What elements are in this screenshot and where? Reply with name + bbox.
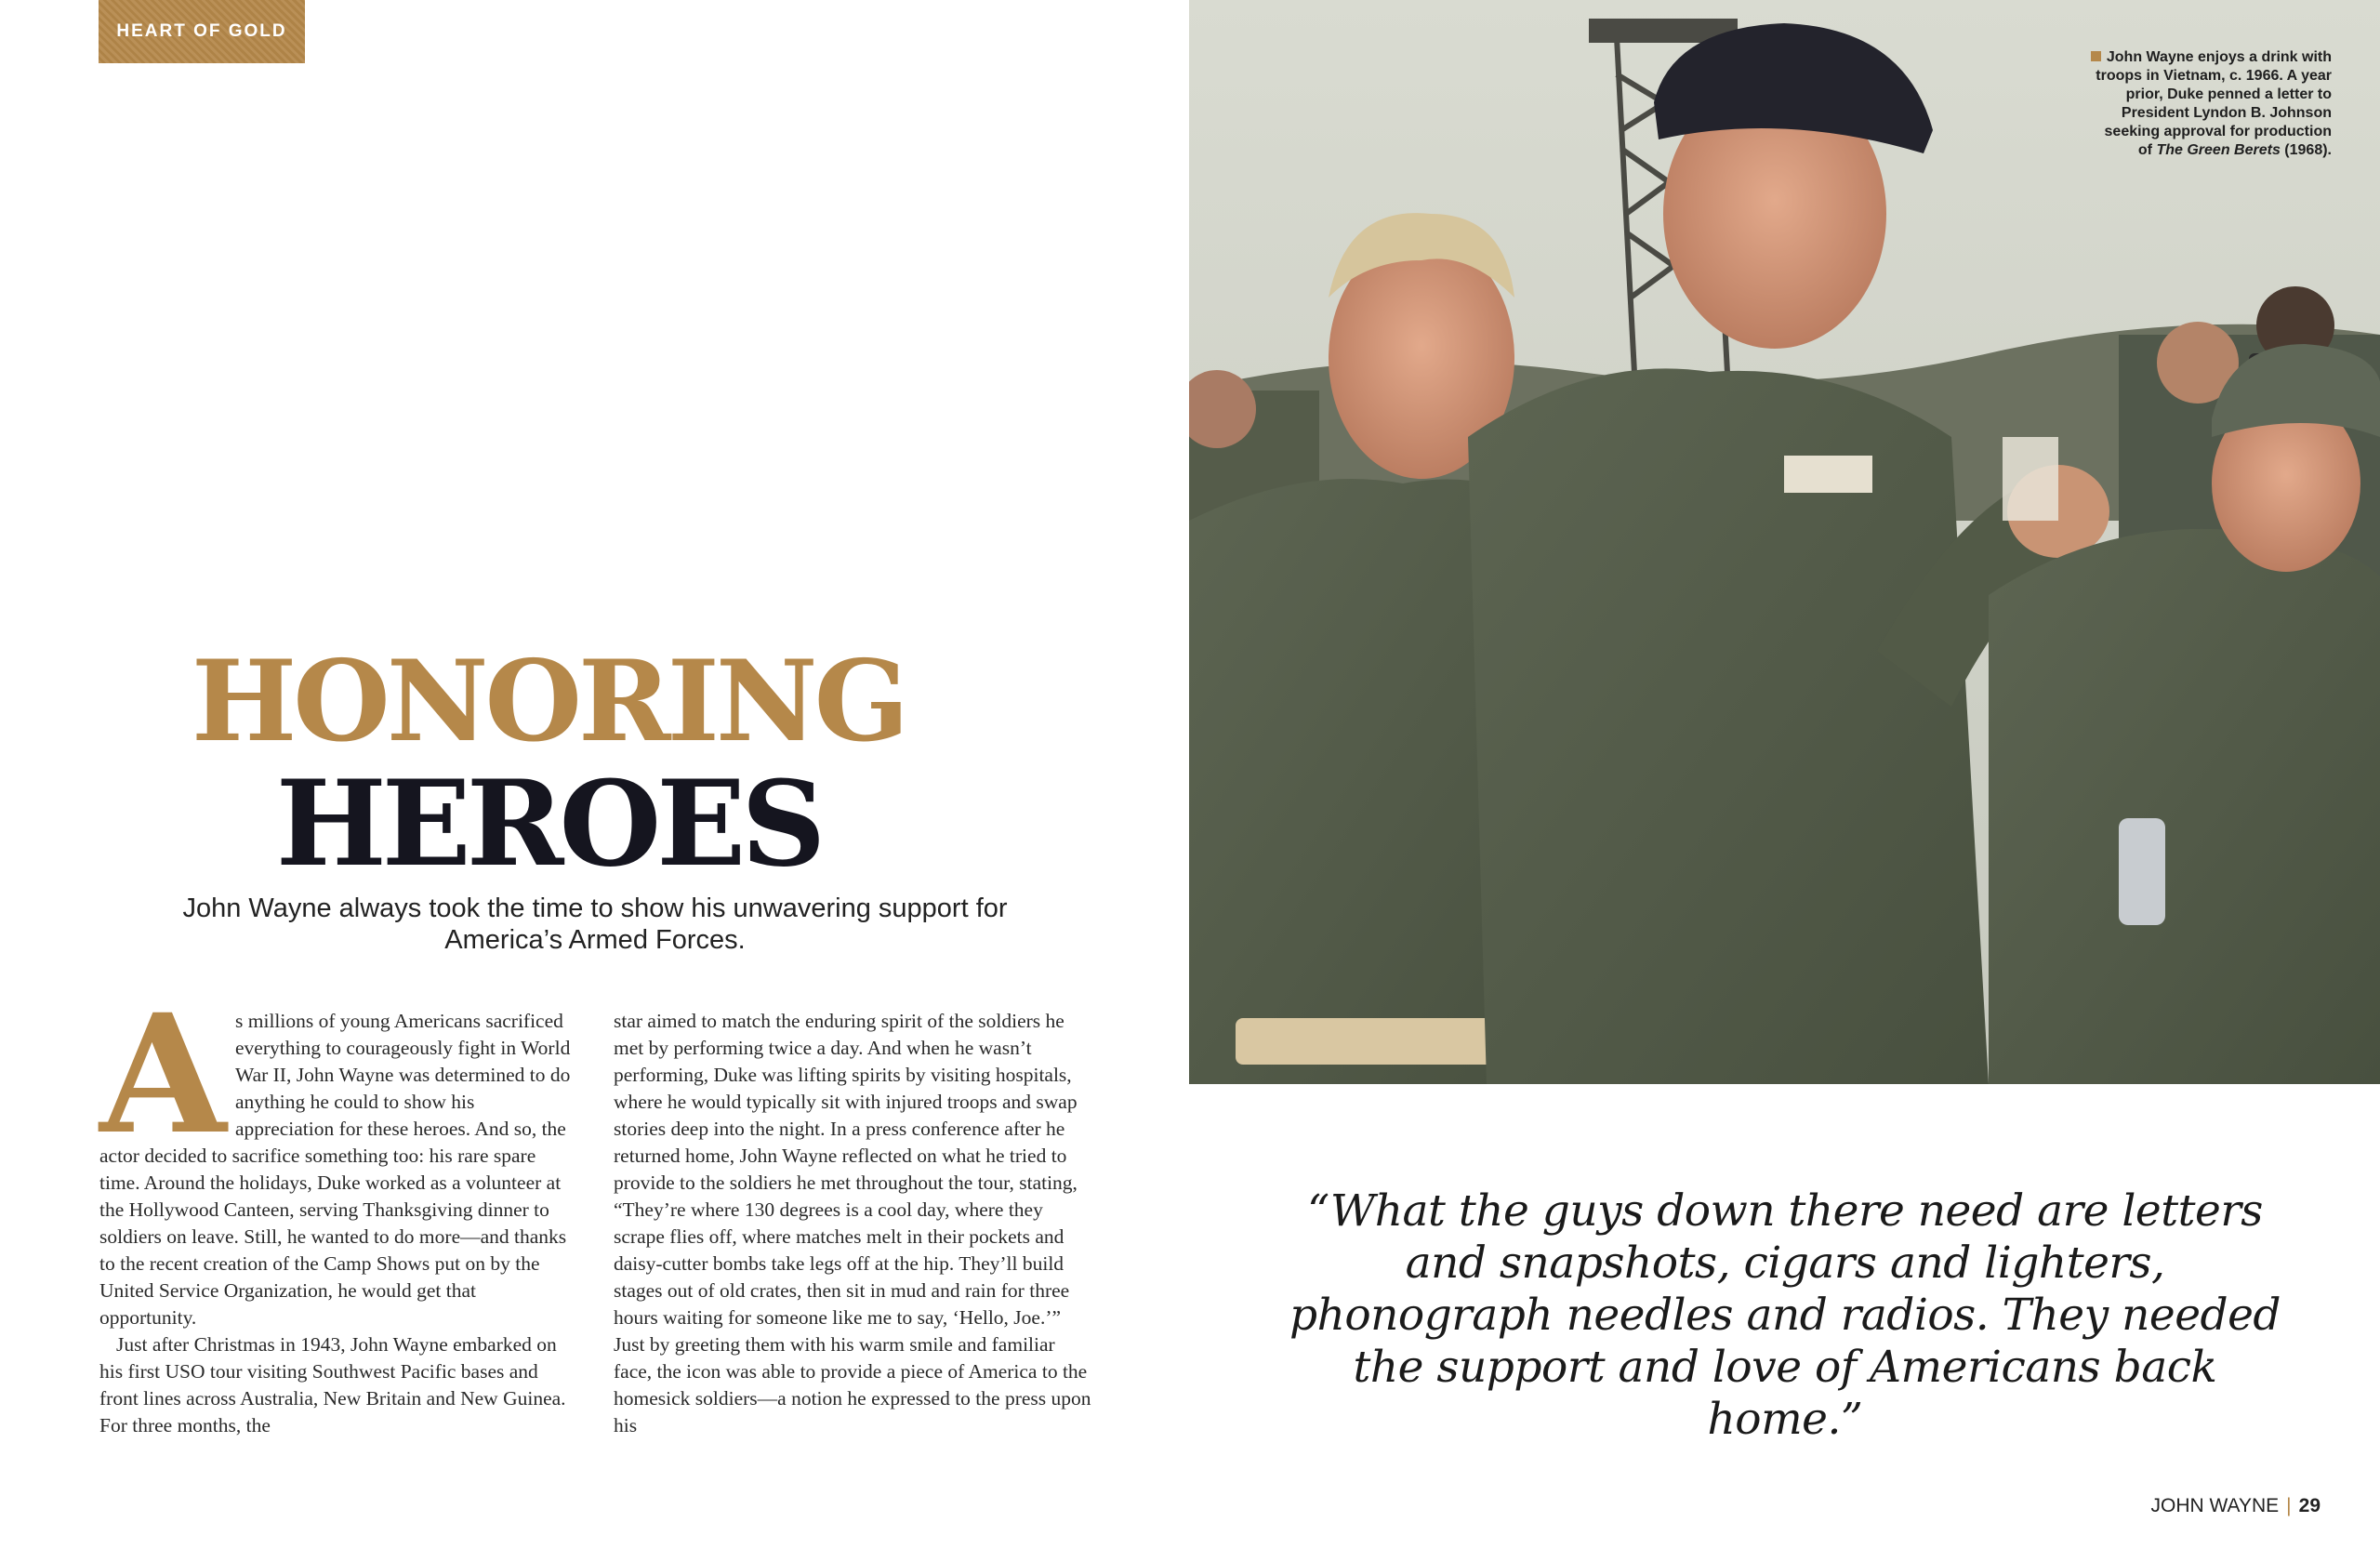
photo-caption <box>2090 48 2332 160</box>
feature-photo <box>1189 0 2380 1084</box>
body-paragraph: s millions of young Americans sacrificed everything to courageously fight in World War II, John Wayne was determined to do anything he could to show his appreciation for these heroes. And so, the actor decided to sacrifice something too: his rare spare time. Around the holidays, Duke worked as a volunteer at the Hollywood Canteen, serving Thanksgiving dinner to soldiers on leave. Still, he wanted to do more—and thanks to the recent creation of the Camp Shows put on by the United Service Organization, he would get that opportunity. <box>99 1010 571 1329</box>
pull-quote: “What the guys down there need are letters and snapshots, cigars and lighters, phonograph needles and radios. They needed the support and love of Americans back home.” <box>1289 1185 2281 1445</box>
headline-line-1: HONORING <box>191 636 906 767</box>
folio-separator: | <box>2286 1495 2292 1516</box>
body-paragraph: Just after Christmas in 1943, John Wayne embarked on his first USO tour visiting Southwest Pacific bases and front lines across Australia, New Britain and New Guinea. For three months, the <box>99 1333 566 1436</box>
page-number: 29 <box>2298 1495 2320 1516</box>
body-column-1 <box>99 978 574 1439</box>
page-folio <box>2151 1495 2321 1517</box>
folio-label: JOHN WAYNE <box>2150 1495 2280 1516</box>
deck-subtitle: John Wayne always took the time to show his unwavering support for America’s Armed Forces. <box>182 894 1008 955</box>
drop-cap: A <box>99 978 227 1171</box>
caption-text: John Wayne enjoys a drink with troops in Vietnam, c. 1966. A year prior, Duke penned a letter to President Lyndon B. Johnson seeking approval for production of <box>2096 49 2332 158</box>
section-tag: HEART OF GOLD <box>99 0 305 63</box>
headline-line-2: HEROES <box>275 755 822 893</box>
caption-film-title: The Green Berets <box>2156 142 2281 158</box>
body-column-2 <box>614 1008 1092 1439</box>
body-paragraph: star aimed to match the enduring spirit of the soldiers he met by performing twice a day. And when he wasn’t performing, Duke was lifting spirits by visiting hospitals, where he would typically sit with injured troops and swap stories deep into the night. In a press conference after he returned home, John Wayne reflected on what he tried to provide to the soldiers he met throughout the tour, stating, “They’re where 130 degrees is a cool day, where they scrape flies off, where matches melt in their pockets and daisy-cutter bombs take legs off at the hip. They’ll build stages out of old crates, then sit in mud and rain for three hours waiting for someone like me to say, ‘Hello, Joe.’” Just by greeting them with his warm smile and familiar face, the icon was able to provide a piece of America to the homesick soldiers—a notion he expressed to the press upon his <box>614 1010 1091 1436</box>
caption-year: (1968). <box>2280 142 2332 158</box>
caption-marker-icon <box>2091 51 2101 61</box>
